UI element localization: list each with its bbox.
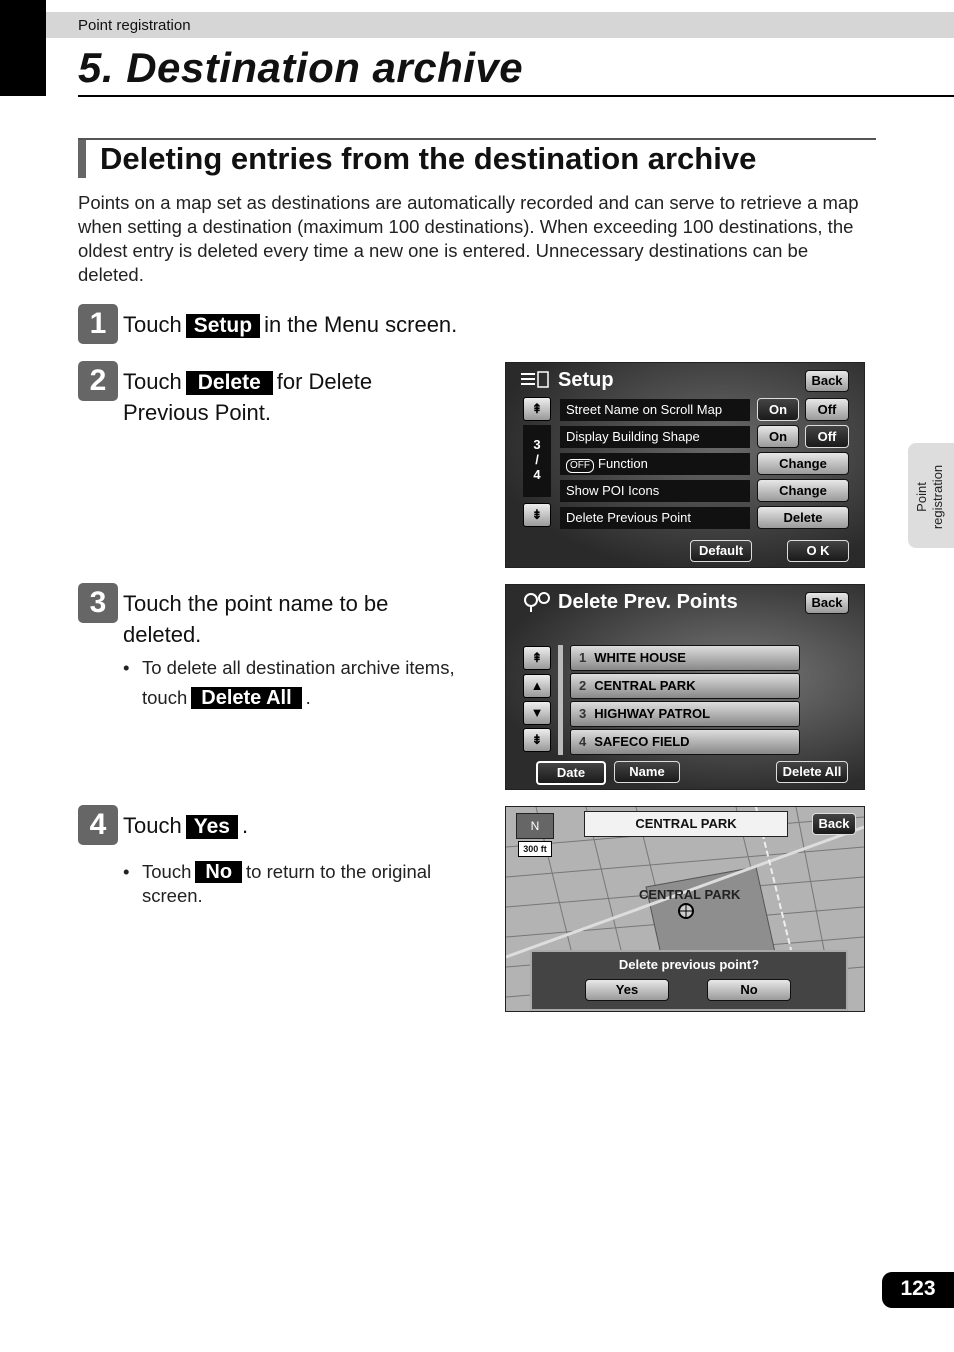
off-button[interactable]: Off [805, 425, 849, 448]
step-text: for Delete [276, 369, 373, 394]
step-1-text [123, 309, 457, 340]
page-separator: / [535, 452, 539, 467]
on-button[interactable]: On [757, 425, 799, 448]
bullet-text: To delete all destination archive items, [142, 657, 455, 678]
ok-button[interactable]: O K [787, 540, 849, 562]
step-text: in the Menu screen. [264, 312, 458, 337]
compass-icon[interactable]: N [516, 813, 554, 839]
change-button[interactable]: Change [757, 452, 849, 475]
delete-prev-title: Delete Prev. Points [558, 591, 738, 613]
default-button[interactable]: Default [690, 540, 752, 562]
item-name: HIGHWAY PATROL [594, 706, 711, 721]
list-item[interactable] [570, 701, 800, 727]
page-number: 3 [533, 437, 541, 452]
scroll-down-icon[interactable]: ▼ [523, 701, 551, 725]
step-number: 4 [78, 805, 118, 845]
list-item[interactable] [570, 729, 800, 755]
page-down-icon[interactable]: ⇟ [523, 503, 551, 527]
page-down-icon[interactable]: ⇟ [523, 728, 551, 752]
row-delete-previous[interactable] [560, 507, 750, 529]
side-tab-line: registration [930, 464, 945, 530]
confirm-dialog [530, 950, 848, 1011]
delete-all-button[interactable]: Delete All [776, 761, 848, 783]
list-item[interactable] [570, 673, 800, 699]
bullet-text: to return to the original [246, 861, 432, 882]
back-button[interactable]: Back [805, 592, 849, 614]
row-label: Show POI Icons [566, 483, 660, 498]
item-name: CENTRAL PARK [594, 678, 696, 693]
item-number: 1 [579, 650, 587, 665]
back-button[interactable]: Back [805, 370, 849, 392]
corner-block [0, 0, 46, 96]
bullet-text: . [305, 687, 311, 708]
page-indicator [523, 425, 551, 497]
step-number: 1 [78, 304, 118, 344]
subheading-bar [78, 140, 86, 178]
item-name: SAFECO FIELD [594, 734, 690, 749]
row-function[interactable] [560, 453, 750, 475]
side-tab-label [908, 443, 954, 548]
map-screen [505, 806, 865, 1012]
scroll-up-icon[interactable]: ▲ [523, 674, 551, 698]
intro-paragraph: Points on a map set as destinations are automatically recorded and can serve to retrieve a map when setting a destination (maximum 100 destinations). When exceeding 100 destinations, the oldest entry is deleted every time a new one is entered. Unnecessary destinations can be deleted. [78, 192, 859, 285]
page-total: 4 [533, 467, 541, 482]
item-number: 4 [579, 734, 587, 749]
delete-prev-screen [505, 584, 865, 790]
on-button[interactable]: On [757, 398, 799, 421]
title-rule [78, 95, 954, 97]
row-poi-icons[interactable] [560, 480, 750, 502]
scrollbar[interactable] [558, 645, 563, 755]
step-number: 3 [78, 583, 118, 623]
map-scale[interactable]: 300 ft [518, 841, 552, 857]
step-number: 2 [78, 361, 118, 401]
sort-date-button[interactable]: Date [536, 761, 606, 785]
page-up-icon[interactable]: ⇞ [523, 397, 551, 421]
setup-screen [505, 362, 865, 568]
off-button[interactable]: Off [805, 398, 849, 421]
row-label: Function [598, 456, 648, 471]
off-badge: OFF [566, 459, 594, 473]
no-chip: No [195, 861, 242, 883]
row-label: Street Name on Scroll Map [566, 402, 723, 417]
page-up-icon[interactable]: ⇞ [523, 646, 551, 670]
row-street-name[interactable] [560, 399, 750, 421]
delete-button[interactable]: Delete [757, 506, 849, 529]
step-text: Touch [123, 369, 182, 394]
step-4-bullet [123, 860, 483, 908]
row-label: Display Building Shape [566, 429, 700, 444]
step-text: Touch [123, 312, 182, 337]
bullet-dot: • [123, 657, 130, 678]
step-text: Previous Point. [123, 400, 271, 425]
page-title: 5. Destination archive [78, 44, 524, 91]
bullet-dot: • [123, 861, 130, 882]
step-text: . [241, 813, 249, 838]
step-3-text [123, 588, 388, 650]
subheading: Deleting entries from the destination archive [100, 141, 757, 176]
delete-all-chip: Delete All [191, 687, 301, 709]
step-4-text [123, 810, 248, 841]
side-tab-line: Point [914, 482, 929, 512]
list-item[interactable] [570, 645, 800, 671]
step-text: Touch the point name to be [123, 591, 389, 616]
step-2-text [123, 366, 372, 428]
destination-marker-icon [677, 902, 695, 920]
item-name: WHITE HOUSE [594, 650, 686, 665]
dialog-prompt: Delete previous point? [618, 957, 760, 972]
change-button[interactable]: Change [757, 479, 849, 502]
item-number: 2 [579, 678, 587, 693]
point-pin-icon [522, 591, 552, 613]
page-number-badge: 123 [882, 1272, 954, 1308]
setup-chip: Setup [186, 314, 260, 338]
row-building-shape[interactable] [560, 426, 750, 448]
bullet-text: screen. [142, 885, 203, 906]
back-button[interactable]: Back [812, 813, 856, 835]
item-number: 3 [579, 706, 587, 721]
setup-title: Setup [558, 369, 614, 391]
step-text: deleted. [123, 622, 202, 647]
section-label: Point registration [78, 17, 191, 34]
bullet-text: Touch [142, 861, 192, 882]
place-name: CENTRAL PARK [584, 811, 788, 837]
delete-chip: Delete [186, 371, 273, 395]
bullet-text: touch [142, 687, 188, 708]
step-text: Touch [123, 813, 182, 838]
setup-icon [520, 371, 550, 389]
map-place-label: CENTRAL PARK [639, 887, 741, 902]
step-3-bullet [123, 656, 483, 716]
row-label: Delete Previous Point [566, 510, 692, 525]
sort-name-button[interactable]: Name [614, 761, 680, 783]
no-button[interactable]: No [707, 979, 791, 1001]
yes-chip: Yes [186, 815, 238, 839]
yes-button[interactable]: Yes [585, 979, 669, 1001]
